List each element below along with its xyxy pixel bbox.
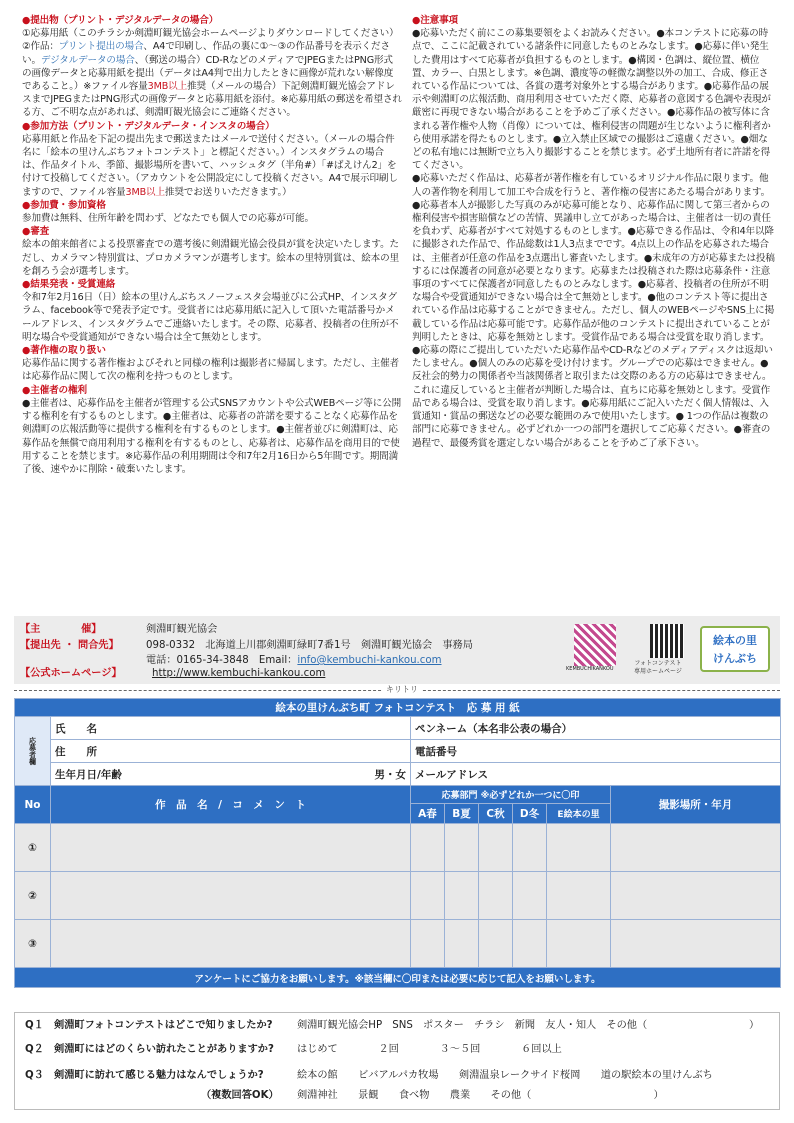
q2-options[interactable]: はじめて ２回 ３～５回 ６回以上 (297, 1044, 562, 1055)
birth-field[interactable]: 生年月日/年齢 男・女 (51, 763, 411, 786)
dept-cell[interactable] (479, 872, 513, 920)
homepage-label: 【公式ホームページ】 (20, 668, 122, 679)
dept-cell[interactable] (547, 872, 611, 920)
organizer-label: 【主 催】 (20, 624, 102, 635)
q3-options-2[interactable]: 剣淵神社 景観 食べ物 農業 その他（ ） (297, 1090, 664, 1101)
entry-number: ① (15, 824, 51, 872)
qr2-label: フォトコンテスト 専用ホームページ (634, 660, 682, 675)
dept-cell[interactable] (547, 920, 611, 968)
dept-spring: A春 (411, 804, 445, 824)
section-title: ●参加方法（プリント・デジタルデータ・インスタの場合） (22, 120, 275, 132)
ehon-no-sato-logo: 絵本の里 けんぶち (700, 626, 770, 672)
dept-autumn: C秋 (479, 804, 513, 824)
section-body: ●応募いただく前にこの募集要領をよくお読みください。●本コンテストに応募の時点で、ここに記載されている諸条件に同意したものとみなします。●応募に伴い発生した費用はすべて応募者が負担するものとします。●構図・色調は、縦位置、横位置、カラー、白黒とします。※色調、濃度等の軽微な調整以外の加工、合成、修正されている作品については、各賞の選考対象外とする場合があります。●応募作品の展示や剣淵町の広報活動、商用利用させていただく際、応募者の意図する色調や表現が厳密に再現できない場合があることを予めご了承ください。●応募作品の被写体に含まれる著作権や人物（肖像）については、権利侵害の問題が生じないように権利者から使用承諾を得たものとします。●立入禁止区域での撮影はご遠慮ください。●畑などの私有地には無断で立ち入り撮影することを禁じます。必ず土地所有者に許諾を得てください。 (412, 28, 771, 172)
photocontest-qr-icon (650, 624, 684, 658)
section-body: ●主催者は、応募作品を主催者が管理する公式SNSアカウントや公式WEBページ等に公開する権利を有するものとします。●主催者は、応募者の許諾を要することなく応募作品を剣淵町の広報活動等に提供する権利を有するものとします。●主催者並びに剣淵町は、応募作品を無償で商用利用する権利を有するものとし、応募者は、応募作品を商用目的で使用することを禁じます。※応募作品の利用期間は令和7年2月16日から5年間です。期間満了後、速やかに削除・破棄いたします。 (22, 397, 402, 475)
organizer-value: 剣淵町観光協会 (146, 624, 218, 635)
q3-multi-note: （複数回答OK） (201, 1090, 279, 1101)
dept-cell[interactable] (513, 872, 547, 920)
section-title: ●著作権の取り扱い (22, 345, 106, 357)
guidelines-left (22, 14, 402, 476)
location-input[interactable] (611, 920, 781, 968)
survey-banner: アンケートにご協力をお願いします。※該当欄に〇印または必要に応じて記入をお願いします。 (15, 968, 781, 988)
q2-label: Q２ 剣淵町にはどのくらい訪れたことがありますか? (25, 1044, 274, 1055)
no-header: No (15, 786, 51, 824)
contact-address: 098-0332 北海道上川郡剣淵町緑町7番1号 剣淵町観光協会 事務局 (146, 640, 473, 651)
guidelines-right (412, 14, 776, 450)
contact-label: 【提出先 ・ 問合先】 (20, 640, 119, 651)
pen-name-field[interactable]: ペンネーム（本名非公表の場合） (411, 717, 781, 740)
section-title: ●提出物（プリント・デジタルデータの場合） (22, 15, 219, 26)
location-input[interactable] (611, 824, 781, 872)
entry-number: ② (15, 872, 51, 920)
section-body: 参加費は無料、住所年齢を問わず、どなたでも個人での応募が可能。 (22, 213, 314, 225)
q3-label: Q３ 剣淵町に訪れて感じる魅力はなんでしょうか? (25, 1070, 264, 1081)
work-title-input[interactable] (51, 824, 411, 872)
sex-choice[interactable]: 男・女 (374, 768, 406, 781)
contact-phone: 電話：0165-34-3848 Email：info@kembuchi-kankou.com (146, 655, 442, 666)
work-title-input[interactable] (51, 920, 411, 968)
section-title: ●参加費・参加資格 (22, 199, 106, 211)
location-input[interactable] (611, 872, 781, 920)
section-body: 応募作品に関する著作権およびそれと同様の権利は撮影者に帰属します。ただし、主催者は応募作品に関して次の権利を持つものとします。 (22, 358, 399, 383)
section-body: 令和7年2月16日（日）絵本の里けんぶちスノーフェスタ会場並びに公式HP、インスタグラム、facebook等で発表予定です。受賞者には応募用紙に記入して頂いた電話番号かメールアドレス、インスタグラムでご連絡いたします。その際、応募者、投稿者の住所が不明な場合や受賞通知ができない場合は全て無効とします。 (22, 292, 399, 343)
dept-cell[interactable] (479, 824, 513, 872)
q3-options[interactable]: 絵本の館 ビバアルパカ牧場 剣淵温泉レークサイド桜岡 道の駅絵本の里けんぶち (297, 1070, 713, 1081)
section-body: ①応募用紙（このチラシか剣淵町観光協会ホームページよりダウンロードしてください）②作品：プリント提出の場合、A4で印刷し、作品の裏に①～③の作品番号を表示ください。デジタルデータの場合、（郵送の場合）CD-RなどのメディアでJPEGまたはPNG形式の画像データと応募用紙を提出（データはA4判で出力したときに画像が荒れない解像度であること。）※ファイル容量3MB以上推奨（メールの場合）下記剣淵町観光協会アドレスまでJPEGまたはPNG形式の画像データと応募用紙を添付。※応募用紙の郵送を希望される方、ご不明な点があれば、剣淵町観光協会にご連絡ください。 (22, 28, 402, 119)
dept-cell[interactable] (445, 920, 479, 968)
dept-cell[interactable] (547, 824, 611, 872)
cut-label: キリトリ (382, 684, 422, 695)
email-link[interactable]: info@kembuchi-kankou.com (297, 655, 442, 666)
section-body: 絵本の館来館者による投票審査での選考後に剣淵観光協会役員が賞を決定いたします。ただし、カメラマン特別賞は、プロカメラマンが選考します。絵本の里特別賞は、絵本の里を創ろう会が選考します。 (22, 239, 399, 277)
survey (14, 1012, 780, 1110)
dept-winter: D冬 (513, 804, 547, 824)
work-title-input[interactable] (51, 872, 411, 920)
dept-summer: B夏 (445, 804, 479, 824)
homepage-link[interactable]: http://www.kembuchi-kankou.com (152, 668, 326, 679)
qr1-label: KEMBUCHIKANKOU (566, 666, 614, 672)
dept-cell[interactable] (445, 824, 479, 872)
address-field[interactable]: 住 所 (51, 740, 411, 763)
section-title: ●注意事項 (412, 15, 458, 26)
dept-cell[interactable] (411, 872, 445, 920)
section-body: 応募用紙と作品を下記の提出先まで郵送またはメールで送付ください。（メールの場合件名に「絵本の里けんぶちフォトコンテスト」と標記ください。）インスタグラムの場合は、作品タイトル、季節、撮影場所を書いて、ハッシュタグ（半角#）「#ばえけん2」を付けて投稿してください。（アカウントを公開設定にして投稿ください。A4で展示印刷しますので、ファイル容量3MB以上推奨でお送りいただきます。） (22, 133, 398, 198)
dept-cell[interactable] (445, 872, 479, 920)
dept-cell[interactable] (411, 920, 445, 968)
entry-form (14, 698, 780, 988)
section-body: ●応募いただく作品は、応募者が著作権を有しているオリジナル作品に限ります。他人の著作物を利用して加工や合成を行うと、著作権の侵害にあたる場合があります。●応募者本人が撮影した写真のみが応募可能となり、応募作品に関して第三者からの権利侵害や損害賠償などの苦情、異議申し立てがあった場合は、主催者は一切の責任を負わず、応募者がすべて対処するものとします。●応募できる作品は、令和4年以降に撮影された作品で、作品総数は1人3点までです。4点以上の作品を応募された場合は、主催者が任意の作品を3点選出し審査いたします。●未成年の方が応募または投稿するには保護者の同意が必要となります。応募または投稿された際は応募条件・注意事項のすべてに保護者が同意したものとみなします。●応募者、投稿者の住所が不明な場合や受賞通知ができない場合は全て無効とします。●他のコンテスト等に提出されている作品は応募することができません。ただし、個人のWEBページやSNS上に掲載している作品は応募可能です。応募作品が他のコンテストに提出されていることが判明したときは、応募を無効とします。受賞作品である場合は受賞を取り消します。●応募の際にご提出していただいた応募作品やCD-Rなどのメディアディスクは返却いたしません。●個人のみの応募を受け付けます。グループでの応募はできません。●反社会的勢力の関係者や当該関係者と取引または交際のある方の応募はできません。これに違反していると主催者が判断した場合は、直ちに応募を無効とします。受賞作品である場合は、受賞を取り消します。●応募用紙にご記入いただく個人情報は、入賞通知・賞品の郵送などの必要な範囲のみで使用いたします。● 1つの作品は複数の部門に応募できません。必ずどれか一つの部門を選択してご応募ください。●審査の過程で、最優秀賞を選定しない場合があることを予めご了承下さい。 (412, 173, 775, 449)
dept-header: 応募部門 ※必ずどれか一つに〇印 (411, 786, 611, 804)
section-title: ●審査 (22, 226, 50, 238)
entry-number: ③ (15, 920, 51, 968)
dept-ehon: E絵本の里 (547, 804, 611, 824)
instagram-qr-icon (574, 624, 616, 666)
dept-cell[interactable] (513, 824, 547, 872)
contact-box (14, 616, 780, 684)
location-header: 撮影場所・年月 (611, 786, 781, 824)
dept-cell[interactable] (411, 824, 445, 872)
q1-options[interactable]: 剣淵町観光協会HP SNS ポスター チラシ 新聞 友人・知人 その他（ ） (297, 1020, 760, 1031)
name-field[interactable]: 氏 名 (51, 717, 411, 740)
email-field[interactable]: メールアドレス (411, 763, 781, 786)
dept-cell[interactable] (513, 920, 547, 968)
form-title: 絵本の里けんぶち町 フォトコンテスト 応 募 用 紙 (15, 699, 781, 717)
section-title: ●主催者の権利 (22, 384, 87, 396)
q1-label: Q１ 剣淵町フォトコンテストはどこで知りましたか? (25, 1020, 273, 1031)
section-title: ●結果発表・受賞連絡 (22, 279, 116, 291)
phone-field[interactable]: 電話番号 (411, 740, 781, 763)
work-header: 作 品 名 / コ メ ン ト (51, 786, 411, 824)
applicant-side-label: 応募者欄 (15, 717, 51, 786)
dept-cell[interactable] (479, 920, 513, 968)
